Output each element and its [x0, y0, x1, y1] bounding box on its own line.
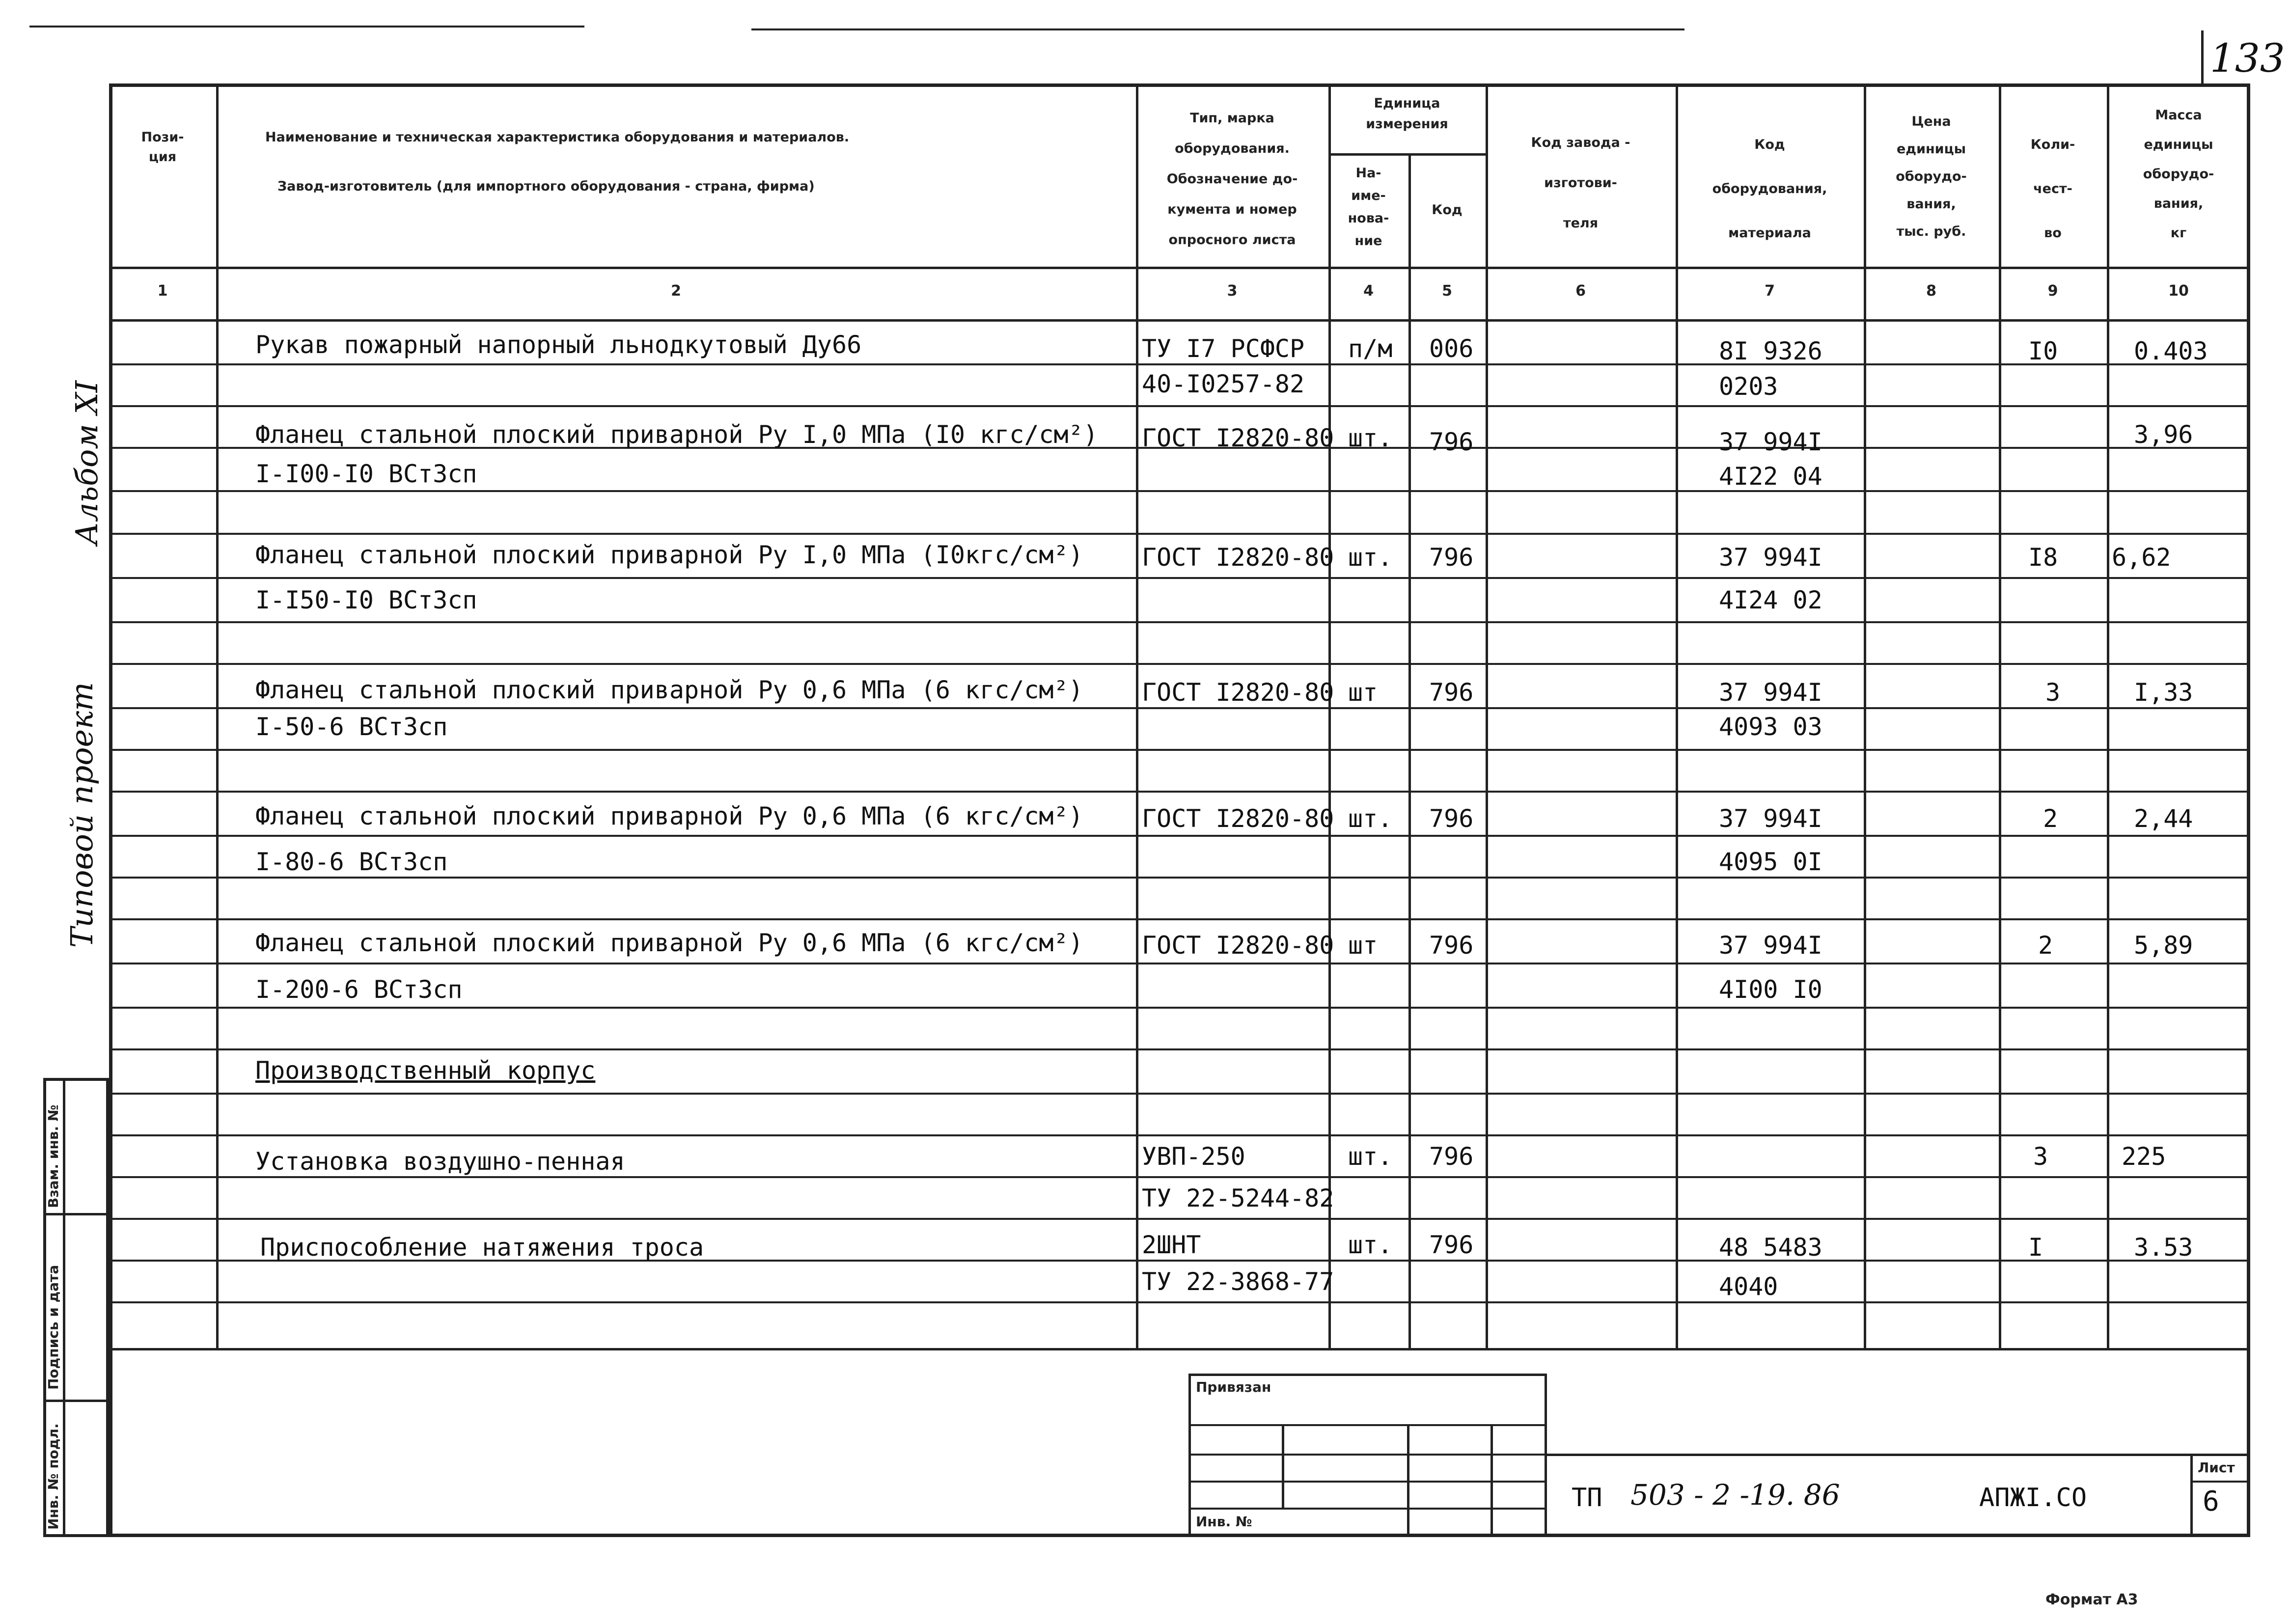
- row11-unit-code: 796: [1429, 931, 1474, 960]
- tb-vline: [1491, 1424, 1493, 1537]
- header-equip-code: Код оборудования, материала: [1712, 137, 1827, 241]
- row11-unit: шт: [1348, 931, 1378, 960]
- header-unit-name: На- име- нова- ние: [1348, 165, 1389, 248]
- row-line: [109, 1176, 2250, 1178]
- row14-name: Установка воздушно-пенная: [255, 1147, 625, 1176]
- row3-unit-code: 796: [1429, 428, 1474, 456]
- tb-line: [1188, 1481, 1547, 1483]
- col-line-10: [2107, 83, 2109, 1350]
- format-label: Формат А3: [2045, 1591, 2138, 1608]
- row-line: [109, 577, 2250, 579]
- row9-unit-code: 796: [1429, 804, 1474, 833]
- project-code: 503 - 2 -19. 86: [1630, 1478, 1840, 1512]
- col-line-9: [1999, 83, 2001, 1350]
- row2-type: 40-I0257-82: [1142, 370, 1305, 398]
- colnum-3: 3: [1227, 282, 1238, 300]
- row-line: [109, 533, 2250, 535]
- header-name-line1: Наименование и техническая характеристика оборудования и материалов.: [265, 130, 850, 145]
- row-line: [109, 490, 2250, 492]
- row16-type: 2ШНТ: [1142, 1231, 1201, 1259]
- row9-name: Фланец стальной плоский приварной Ру 0,6 МПа (6 кгс/см²): [255, 802, 1083, 830]
- row5-mass: 6,62: [2112, 543, 2171, 572]
- row12-name: I-200-6 ВСт3сп: [255, 975, 463, 1004]
- side-label-album: Альбом XI: [69, 380, 105, 545]
- row17-type: ТУ 22-3868-77: [1142, 1267, 1334, 1296]
- row17-code: 4040: [1719, 1272, 1778, 1301]
- header-qty: Коли- чест- во: [2030, 137, 2075, 241]
- row10-name: I-80-6 ВСт3сп: [255, 848, 448, 876]
- row11-qty: 2: [2038, 931, 2053, 960]
- row3-type: ГОСТ I2820-80: [1142, 424, 1334, 452]
- row12-code: 4I00 I0: [1719, 975, 1822, 1004]
- row16-unit: шт.: [1348, 1231, 1393, 1259]
- row9-code: 37 994I: [1719, 804, 1822, 833]
- row4-code: 4I22 04: [1719, 462, 1822, 491]
- row5-qty: I8: [2028, 543, 2058, 572]
- row4-name: I-I00-I0 ВСт3сп: [255, 460, 477, 488]
- col-line-6: [1486, 83, 1488, 1350]
- left-stamp-sep2: [43, 1400, 109, 1402]
- row7-unit-code: 796: [1429, 678, 1474, 707]
- header-units: Единица измерения: [1366, 96, 1448, 132]
- row7-name: Фланец стальной плоский приварной Ру 0,6 МПа (6 кгс/см²): [255, 676, 1083, 704]
- row-line: [109, 963, 2250, 964]
- header-price: Цена единицы оборудо- вания, тыс. руб.: [1896, 114, 1967, 239]
- row5-name: Фланец стальной плоский приварной Ру I,0 МПа (I0кгс/см²): [255, 541, 1083, 569]
- header-mass: Масса единицы оборудо- вания, кг: [2143, 108, 2214, 241]
- row7-code: 37 994I: [1719, 678, 1822, 707]
- row16-qty: I: [2028, 1233, 2043, 1262]
- privyazan-label: Привязан: [1196, 1379, 1271, 1395]
- row1-type: ТУ I7 РСФСР: [1142, 334, 1305, 363]
- row11-name: Фланец стальной плоский приварной Ру 0,6 МПа (6 кгс/см²): [255, 929, 1083, 957]
- tb-doc-top-line: [1547, 1454, 2250, 1456]
- stamp-sign-date: Подпись и дата: [45, 1265, 61, 1390]
- col-line-7: [1676, 83, 1678, 1350]
- row8-name: I-50-6 ВСт3сп: [255, 713, 448, 741]
- row3-code: 37 994I: [1719, 428, 1822, 456]
- colnum-8: 8: [1926, 282, 1936, 300]
- row-line: [109, 1007, 2250, 1009]
- row13-section-title: Производственный корпус: [255, 1056, 596, 1085]
- header-name-line2: Завод-изготовитель (для импортного оборудования - страна, фирма): [277, 179, 815, 194]
- colnum-bottom-line: [109, 319, 2250, 322]
- row9-qty: 2: [2043, 804, 2058, 833]
- row14-type: УВП-250: [1142, 1142, 1245, 1171]
- colnum-7: 7: [1765, 282, 1775, 300]
- col-line-2: [216, 83, 219, 1350]
- row-line: [109, 1093, 2250, 1095]
- row3-name: Фланец стальной плоский приварной Ру I,0 МПа (I0 кгс/см²): [255, 420, 1098, 449]
- row-line: [109, 1301, 2250, 1303]
- row-line: [109, 1218, 2250, 1220]
- col-line-3: [1136, 83, 1138, 1350]
- tb-line: [1188, 1424, 1547, 1426]
- doc-code: АПЖI.СО: [1979, 1483, 2087, 1513]
- row5-unit: шт.: [1348, 543, 1393, 572]
- top-rule-right: [751, 28, 1684, 30]
- row-line: [109, 405, 2250, 407]
- row14-mass: 225: [2122, 1142, 2166, 1171]
- page-number: 133: [2210, 35, 2285, 81]
- row5-type: ГОСТ I2820-80: [1142, 543, 1334, 572]
- header-position: Пози- ция: [141, 130, 184, 165]
- top-rule-left: [29, 26, 584, 28]
- row5-code: 37 994I: [1719, 543, 1822, 572]
- row1-code: 8I 9326: [1719, 337, 1822, 365]
- colnum-2: 2: [671, 282, 681, 300]
- row14-unit: шт.: [1348, 1142, 1393, 1171]
- header-unit-code: Код: [1432, 202, 1463, 218]
- row6-code: 4I24 02: [1719, 586, 1822, 614]
- colnum-9: 9: [2047, 282, 2058, 300]
- tp-label: ТП: [1572, 1483, 1602, 1513]
- row5-unit-code: 796: [1429, 543, 1474, 572]
- row9-mass: 2,44: [2134, 804, 2193, 833]
- row2-code: 0203: [1719, 372, 1778, 401]
- stamp-vzam-inv: Взам. инв. №: [45, 1104, 61, 1208]
- tb-line: [1188, 1454, 1547, 1456]
- row9-type: ГОСТ I2820-80: [1142, 804, 1334, 833]
- colnum-4: 4: [1363, 282, 1374, 300]
- row14-qty: 3: [2033, 1142, 2048, 1171]
- row-line: [109, 1134, 2250, 1136]
- row-line: [109, 749, 2250, 751]
- row-line: [109, 663, 2250, 665]
- row-line: [109, 877, 2250, 879]
- row7-type: ГОСТ I2820-80: [1142, 678, 1334, 707]
- row15-type: ТУ 22-5244-82: [1142, 1184, 1334, 1212]
- row1-name: Рукав пожарный напорный льнодкутовый Ду66: [255, 330, 862, 359]
- tb-vline: [1282, 1424, 1284, 1508]
- row16-unit-code: 796: [1429, 1231, 1474, 1259]
- row-line: [109, 918, 2250, 920]
- row14-unit-code: 796: [1429, 1142, 1474, 1171]
- row7-unit: шт: [1348, 678, 1378, 707]
- header-bottom-line: [109, 267, 2250, 269]
- colnum-5: 5: [1442, 282, 1452, 300]
- row1-qty: I0: [2028, 337, 2058, 365]
- row-line: [109, 707, 2250, 709]
- sheet-number: 6: [2203, 1486, 2219, 1517]
- row8-code: 4093 03: [1719, 713, 1822, 741]
- tb-sheet-divider: [2190, 1454, 2193, 1537]
- left-stamp-sep1: [43, 1213, 109, 1215]
- row-line: [109, 363, 2250, 365]
- stamp-inv-podl: Инв. № подл.: [45, 1423, 61, 1530]
- header-type: Тип, марка оборудования. Обозначение до- кумента и номер опросного листа: [1166, 110, 1298, 248]
- row16-name: Приспособление натяжения троса: [260, 1233, 704, 1262]
- sheet-label: Лист: [2198, 1459, 2235, 1476]
- row11-code: 37 994I: [1719, 931, 1822, 960]
- row-line: [109, 835, 2250, 837]
- tb-sheet-line: [2190, 1481, 2250, 1483]
- row6-name: I-I50-I0 ВСт3сп: [255, 586, 477, 614]
- tb-vline: [1407, 1424, 1409, 1537]
- units-subheader-line: [1328, 153, 1486, 156]
- row11-mass: 5,89: [2134, 931, 2193, 960]
- row-line: [109, 621, 2250, 623]
- row1-unit: п/м: [1348, 334, 1393, 363]
- row7-mass: I,33: [2134, 678, 2193, 707]
- col-line-4: [1328, 83, 1331, 1350]
- col-line-8: [1864, 83, 1866, 1350]
- row11-type: ГОСТ I2820-80: [1142, 931, 1334, 960]
- colnum-10: 10: [2168, 282, 2189, 300]
- table-bottom-line: [109, 1348, 2250, 1350]
- row1-mass: 0.403: [2134, 337, 2208, 365]
- row3-unit: шт.: [1348, 424, 1393, 452]
- row16-code: 48 5483: [1719, 1233, 1822, 1262]
- left-stamp-divider: [63, 1078, 65, 1537]
- row3-mass: 3,96: [2134, 420, 2193, 449]
- row10-code: 4095 0I: [1719, 848, 1822, 876]
- inv-no-label: Инв. №: [1196, 1514, 1252, 1530]
- page-number-bracket: [2201, 30, 2204, 84]
- header-maker-code: Код завода - изготови- теля: [1531, 135, 1630, 231]
- row16-mass: 3.53: [2134, 1233, 2193, 1262]
- row7-qty: 3: [2045, 678, 2061, 707]
- row1-unit-code: 006: [1429, 334, 1474, 363]
- colnum-1: 1: [157, 282, 168, 300]
- side-label-project: Типовой проект: [64, 682, 100, 948]
- row-line: [109, 1048, 2250, 1050]
- tb-line: [1188, 1508, 1547, 1510]
- row-line: [109, 791, 2250, 793]
- col-line-5: [1408, 153, 1411, 1350]
- row9-unit: шт.: [1348, 804, 1393, 833]
- colnum-6: 6: [1575, 282, 1586, 300]
